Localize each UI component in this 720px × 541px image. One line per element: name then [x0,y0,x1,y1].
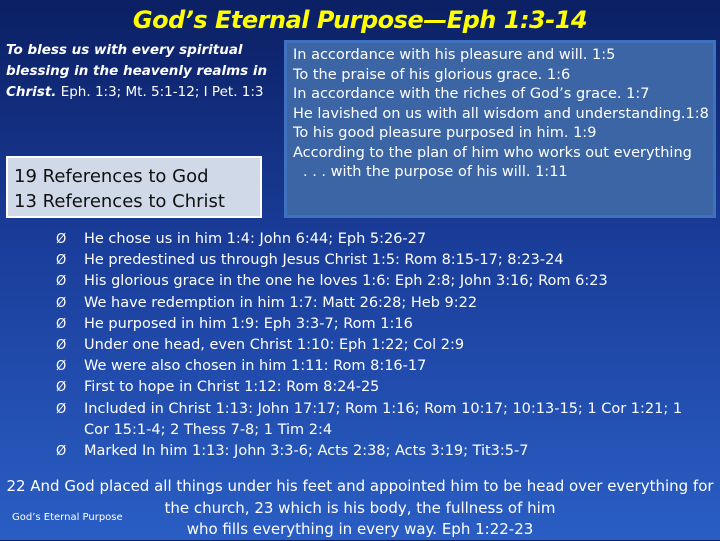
list-item [56,441,706,462]
list-item [56,271,706,292]
arrow-bullet-icon: Ø [56,232,67,247]
purpose-line: To the praise of his glorious grace. 1:6 [293,66,571,83]
list-item [56,250,706,271]
bullet-list [56,229,706,462]
list-item [56,293,706,314]
bullet-text: First to hope in Christ 1:12: Rom 8:24-25 [84,379,380,396]
arrow-bullet-icon: Ø [56,380,67,396]
arrow-bullet-icon: Ø [56,316,67,332]
bullet-text: Marked In him 1:13: John 3:3-6; Acts 2:38; Acts 3:19; Tit3:5-7 [84,443,529,460]
purpose-box [284,40,716,218]
verse-line: the church, 23 which is his body, the fullness of him [164,498,556,517]
list-item [56,314,706,335]
purpose-line: . . . with the purpose of his will. 1:11 [303,164,568,180]
arrow-bullet-icon: Ø [56,401,67,417]
bullet-text: Under one head, even Christ 1:10: Eph 1:22; Col 2:9 [84,337,465,354]
list-item [56,229,706,250]
list-item [56,356,706,377]
verse-line: 22 And God placed all things under his feet and appointed him to be head over everything for [6,477,714,495]
list-item [56,377,706,398]
verse-line: who fills everything in every way. Eph 1:22-23 [186,520,534,538]
bullet-text: We have redemption in him 1:7: Matt 26:28; Heb 9:22 [84,294,478,311]
arrow-bullet-icon: Ø [56,359,67,375]
arrow-bullet-icon: Ø [56,444,67,460]
intro-text [6,40,274,103]
bullet-text: He chose us in him 1:4: John 6:44; Eph 5:26-27 [84,231,427,247]
bullet-text: He predestined us through Jesus Christ 1:5: Rom 8:15-17; 8:23-24 [84,252,564,269]
arrow-bullet-icon: Ø [56,295,67,311]
arrow-bullet-icon: Ø [56,274,67,290]
list-item [56,399,706,441]
purpose-line: To his good pleasure purposed in him. 1:9 [293,125,597,141]
bullet-text: Included in Christ 1:13: John 17:17; Rom 1:16; Rom 10:17; 10:13-15; 1 Cor 1:21; 1 Cor 15:1-4; 2 Thess 7-8; 1 Tim 2:4 [84,400,683,438]
christ-reference-count: 13 References to Christ [14,191,225,212]
scripture-verse [0,476,720,541]
reference-count-box [6,156,262,218]
slide-title: God’s Eternal Purpose—Eph 1:3-14 [132,6,588,34]
bullet-text: His glorious grace in the one he loves 1:6: Eph 2:8; John 3:16; Rom 6:23 [84,273,608,290]
intro-emphasis: To bless us with every spiritual blessing in the heavenly realms in Christ. [6,42,268,100]
intro-refs: Eph. 1:3; Mt. 5:1-12; I Pet. 1:3 [56,84,264,100]
slide-footer: God’s Eternal Purpose [12,512,123,523]
bullet-text: We were also chosen in him 1:11: Rom 8:16-17 [84,358,427,375]
purpose-line: According to the plan of him who works out everything [293,144,692,161]
god-reference-count: 19 References to God [14,166,209,187]
purpose-line: He lavished on us with all wisdom and understanding.1:8 [293,105,709,122]
arrow-bullet-icon: Ø [56,338,67,354]
bullet-text: He purposed in him 1:9: Eph 3:3-7; Rom 1:16 [84,315,413,332]
purpose-line: In accordance with the riches of God’s grace. 1:7 [293,86,650,102]
list-item [56,335,706,356]
purpose-line: In accordance with his pleasure and will. 1:5 [293,47,616,63]
arrow-bullet-icon: Ø [56,253,67,269]
